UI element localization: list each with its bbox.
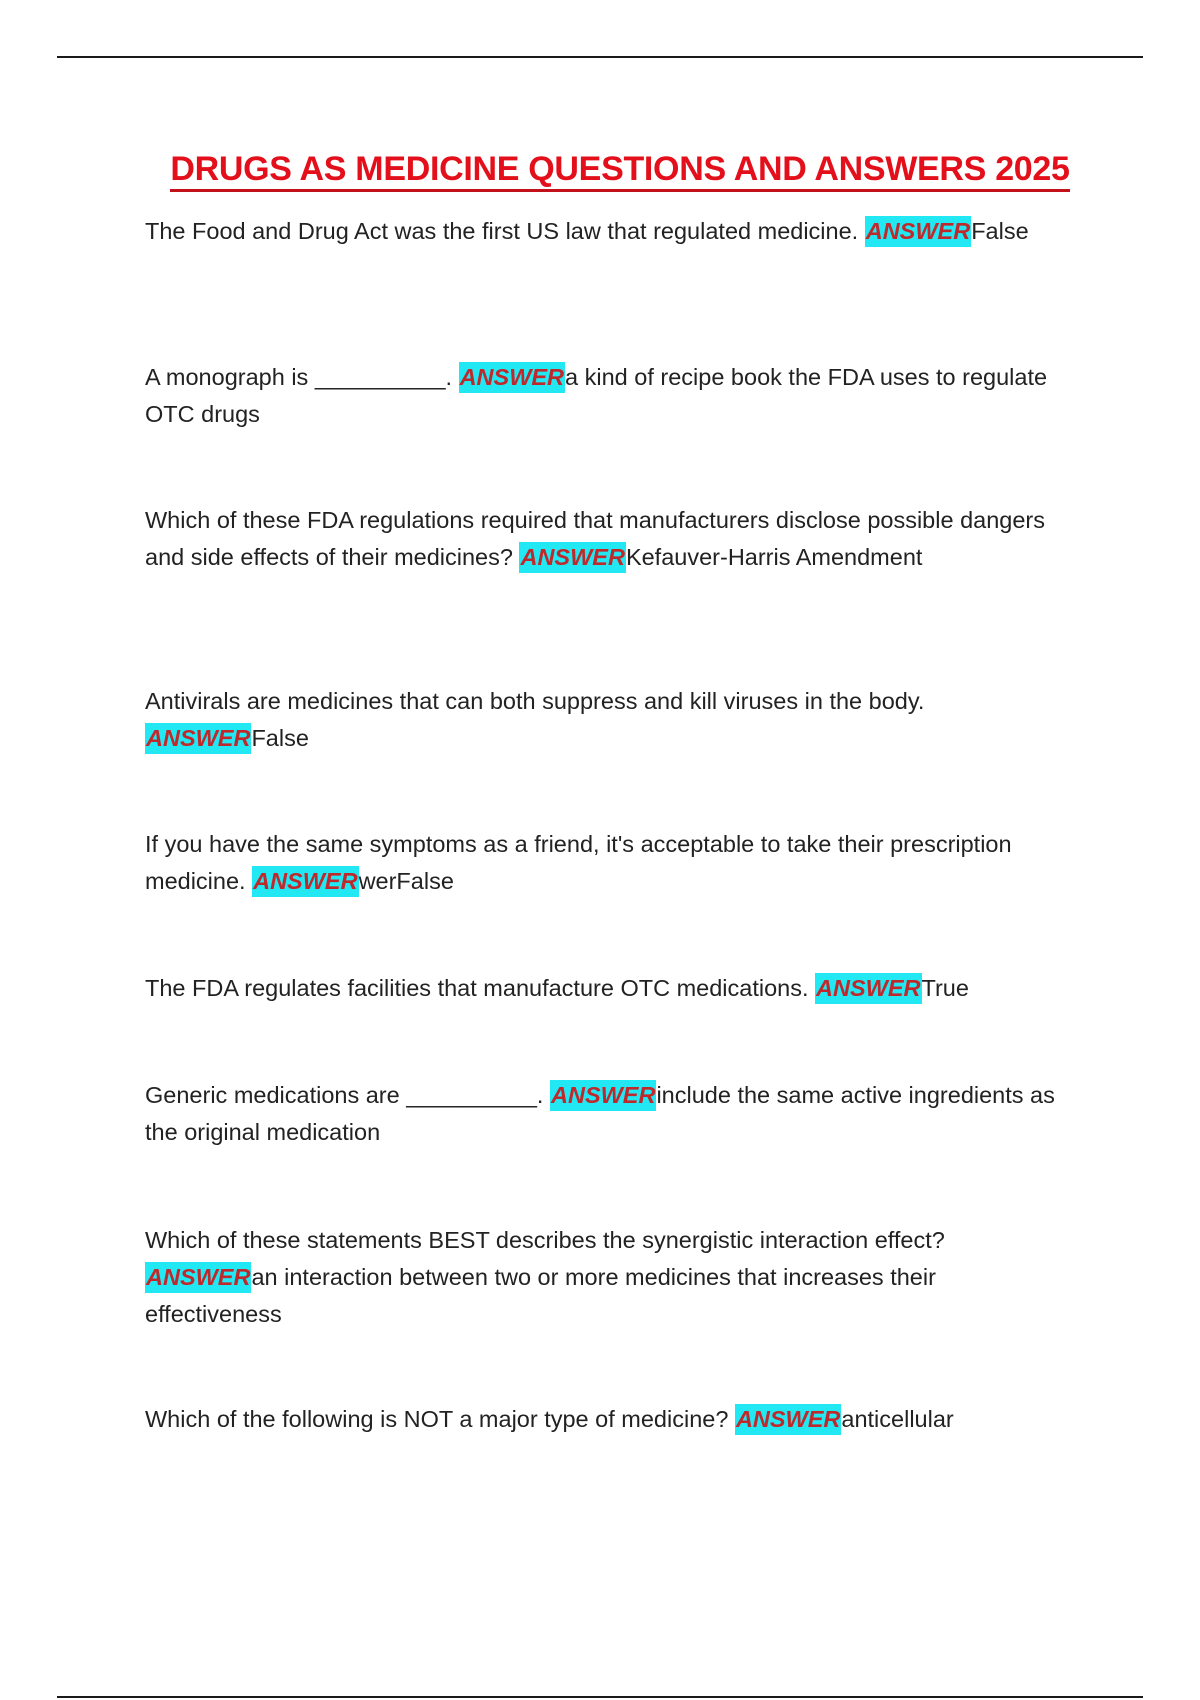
answer-label: ANSWER	[815, 973, 921, 1004]
answer-label: ANSWER	[519, 542, 625, 573]
question-text: If you have the same symptoms as a friend, it's acceptable to take their prescription medicine.	[145, 831, 1012, 894]
question-text: A monograph is __________.	[145, 364, 459, 390]
question-text: Which of these statements BEST describes the synergistic interaction effect?	[145, 1227, 945, 1253]
answer-label: ANSWER	[252, 866, 358, 897]
answer-text: a kind of recipe book the FDA uses to regulate OTC drugs	[145, 364, 1048, 427]
qa-item-6	[145, 970, 1065, 1007]
answer-label: ANSWER	[550, 1080, 656, 1111]
question-text: The FDA regulates facilities that manufacture OTC medications.	[145, 975, 816, 1001]
qa-item-8	[145, 1222, 1065, 1333]
qa-item-3	[145, 502, 1065, 576]
bottom-rule	[57, 1696, 1143, 1698]
question-text: Antivirals are medicines that can both suppress and kill viruses in the body.	[145, 688, 925, 714]
answer-text: an interaction between two or more medicines that increases their effectiveness	[145, 1264, 936, 1327]
answer-text: include the same active ingredients as the original medication	[145, 1082, 1055, 1145]
answer-text: False	[251, 725, 309, 751]
answer-label: ANSWER	[459, 362, 565, 393]
answer-label: ANSWER	[735, 1404, 841, 1435]
qa-item-2	[145, 359, 1065, 433]
question-text: Which of these FDA regulations required that manufacturers disclose possible dangers and side effects of their medicines?	[145, 507, 1045, 570]
document-title: DRUGS AS MEDICINE QUESTIONS AND ANSWERS 2025	[0, 148, 1200, 190]
qa-item-1	[145, 213, 1065, 250]
answer-label: ANSWER	[145, 1262, 251, 1293]
qa-item-7	[145, 1077, 1065, 1151]
answer-text: True	[921, 975, 969, 1001]
answer-label: ANSWER	[145, 723, 251, 754]
answer-text: False	[971, 218, 1029, 244]
answer-text: werFalse	[358, 868, 454, 894]
answer-text: Kefauver-Harris Amendment	[625, 544, 923, 570]
question-text: The Food and Drug Act was the first US law that regulated medicine.	[145, 218, 865, 244]
answer-label: ANSWER	[865, 216, 971, 247]
answer-text: anticellular	[841, 1406, 954, 1432]
qa-item-5	[145, 826, 1065, 900]
question-text: Generic medications are __________.	[145, 1082, 550, 1108]
qa-item-9	[145, 1401, 1065, 1438]
question-text: Which of the following is NOT a major type of medicine?	[145, 1406, 735, 1432]
top-rule	[57, 56, 1143, 58]
qa-item-4	[145, 683, 1065, 757]
